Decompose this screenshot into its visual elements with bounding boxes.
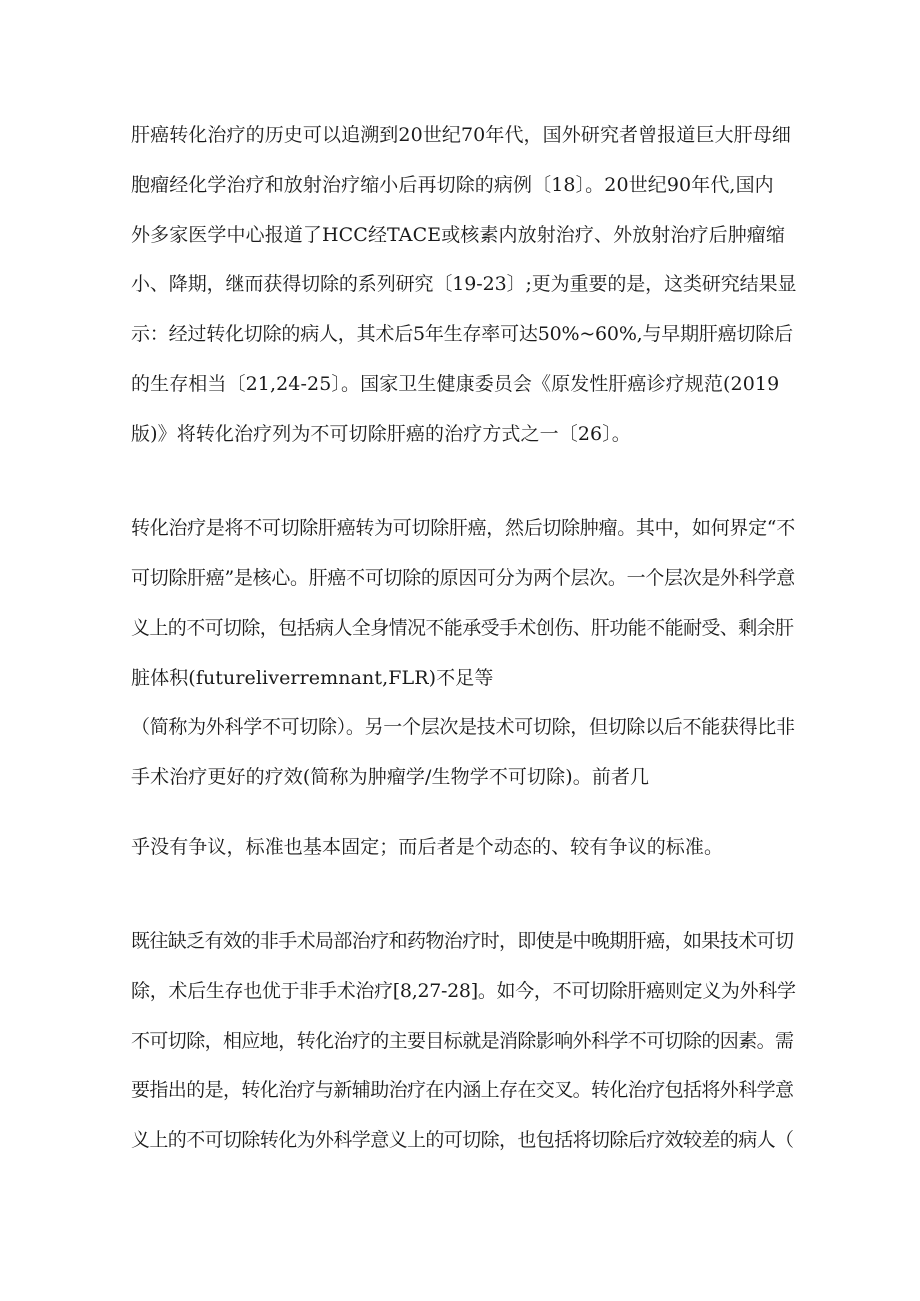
text-line: 脏体积(futureliverremnant,FLR)不足等 — [131, 667, 494, 689]
text-line: 外多家医学中心报道了HCC经TACE或核素内放射治疗、外放射治疗后肿瘤缩 — [131, 224, 786, 246]
text-line: 的生存相当〔21,24-25〕。国家卫生健康委员会《原发性肝癌诊疗规范(2019 — [131, 373, 780, 395]
text-line: 既往缺乏有效的非手术局部治疗和药物治疗时，即使是中晚期肝癌，如果技术可切 — [131, 930, 794, 952]
text-line: 要指出的是，转化治疗与新辅助治疗在内涵上存在交叉。转化治疗包括将外科学意 — [131, 1079, 794, 1101]
text-line: 不可切除，相应地，转化治疗的主要目标就是消除影响外科学不可切除的因素。需 — [131, 1030, 794, 1052]
text-line: 乎没有争议，标准也基本固定；而后者是个动态的、较有争议的标准。 — [131, 836, 724, 858]
text-line: 胞瘤经化学治疗和放射治疗缩小后再切除的病例〔18〕。20世纪90年代,国内 — [131, 174, 774, 196]
text-line: （简称为外科学不可切除）。另一个层次是技术可切除，但切除以后不能获得比非 — [131, 716, 795, 738]
text-line: 可切除肝癌”是核心。肝癌不可切除的原因可分为两个层次。一个层次是外科学意 — [131, 567, 795, 589]
text-line: 版)》将转化治疗列为不可切除肝癌的治疗方式之一〔26〕。 — [131, 423, 631, 445]
text-line: 手术治疗更好的疗效(简称为肿瘤学/生物学不可切除)。前者几 — [131, 766, 650, 788]
text-line: 示：经过转化切除的病人，其术后5年生存率可达50%~60%,与早期肝癌切除后 — [131, 323, 793, 345]
text-line: 义上的不可切除转化为外科学意义上的可切除，也包括将切除后疗效较差的病人（ — [131, 1129, 794, 1151]
text-line: 肝癌转化治疗的历史可以追溯到20世纪70年代，国外研究者曾报道巨大肝母细 — [131, 124, 791, 146]
text-line: 除，术后生存也优于非手术治疗[8,27-28]。如今，不可切除肝癌则定义为外科学 — [131, 980, 796, 1002]
text-line: 转化治疗是将不可切除肝癌转为可切除肝癌，然后切除肿瘤。其中，如何界定“不 — [131, 517, 795, 539]
text-line: 小、降期，继而获得切除的系列研究〔19-23〕;更为重要的是，这类研究结果显 — [131, 273, 797, 295]
text-line: 义上的不可切除，包括病人全身情况不能承受手术创伤、肝功能不能耐受、剩余肝 — [131, 617, 794, 639]
